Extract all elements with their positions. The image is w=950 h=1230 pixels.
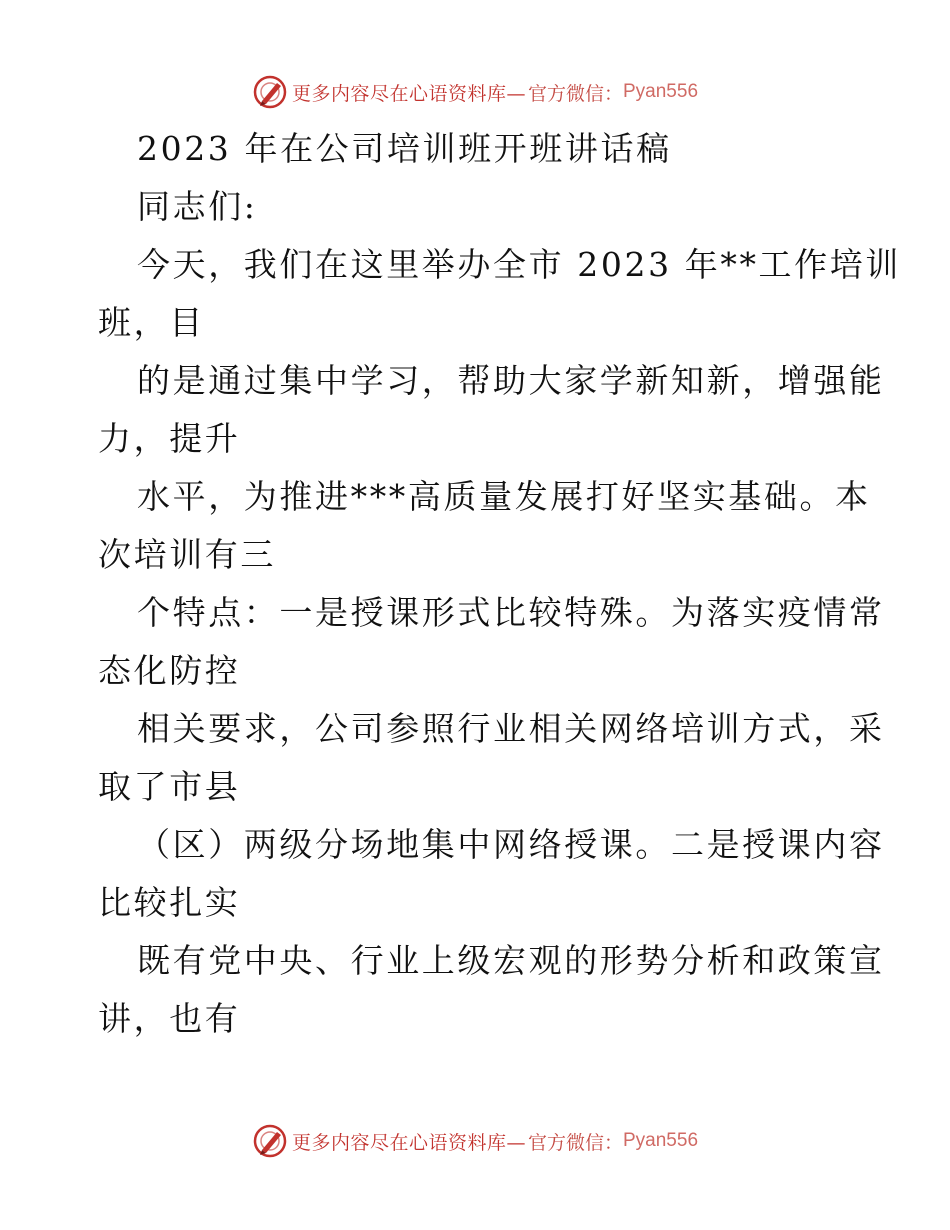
watermark-banner-top [0,72,950,112]
watermark-wechat-label: 官方微信： [527,82,623,105]
document-title: 2023 年在公司培训班开班讲话稿 [137,129,672,168]
text-line: （区）两级分场地集中网络授课。二是授课内容 [137,825,885,864]
watermark-text: 更多内容尽在心语资料库— [291,1131,526,1154]
text-line: 水平，为推进***高质量发展打好坚实基础。本 [137,477,871,516]
text-line: 态化防控 [98,651,241,690]
text-line: 的是通过集中学习，帮助大家学新知新，增强能 [137,361,885,400]
text-line: 班，目 [98,303,205,342]
watermark-wechat-id: Pyan556 [623,81,699,102]
text-line: 个特点：一是授课形式比较特殊。为落实疫情常 [137,593,885,632]
text-line: 次培训有三 [98,535,276,574]
speech-body [98,120,901,1048]
text-line: 既有党中央、行业上级宏观的形势分析和政策宣 [137,941,885,980]
watermark-banner-bottom [0,1121,950,1161]
text-line: 相关要求，公司参照行业相关网络培训方式，采 [137,709,885,748]
text-line: 讲，也有 [98,999,241,1038]
text-line: 取了市县 [98,767,241,806]
pen-logo-icon [252,1123,288,1159]
salutation: 同志们: [137,187,258,226]
watermark-text: 更多内容尽在心语资料库— [291,82,526,105]
text-line: 比较扎实 [98,883,241,922]
text-line: 今天，我们在这里举办全市 2023 年**工作培训 [137,245,901,284]
watermark-wechat-id: Pyan556 [623,1130,699,1151]
watermark-wechat-label: 官方微信： [527,1131,623,1154]
pen-logo-icon [252,74,288,110]
text-line: 力，提升 [98,419,241,458]
